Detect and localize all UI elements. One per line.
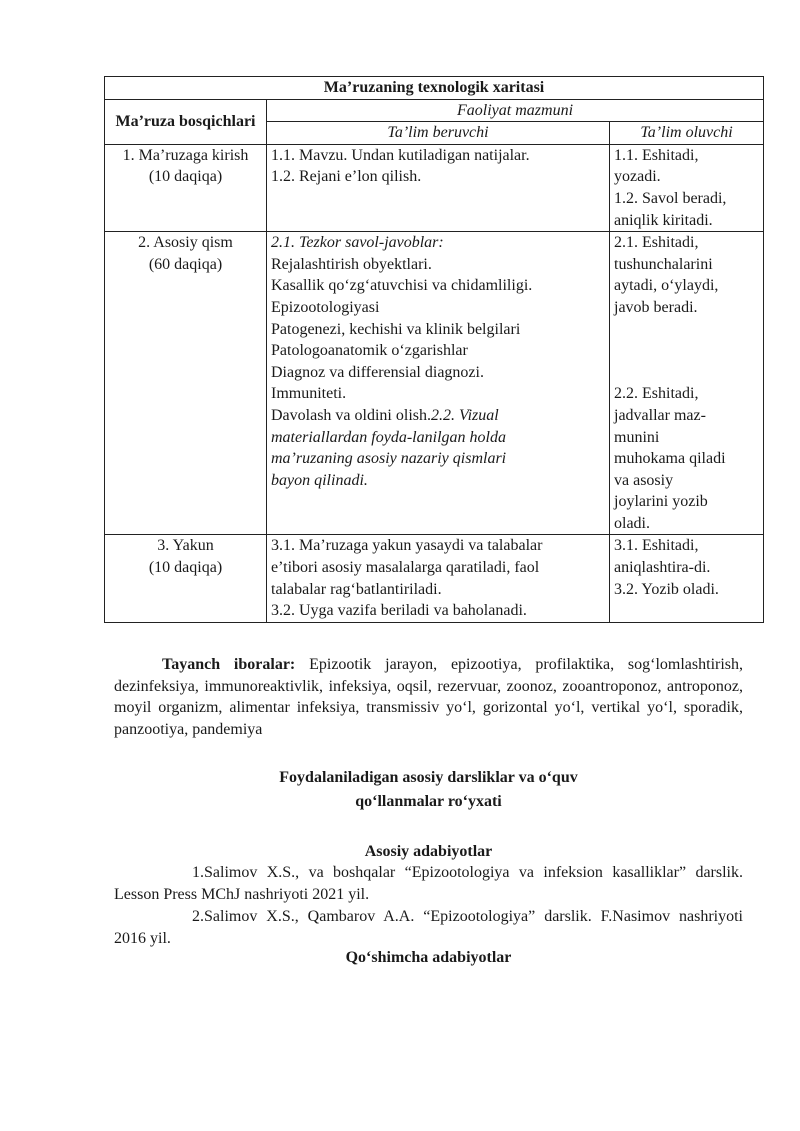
teacher-line: Patologoanatomik o‘zgarishlar <box>271 342 468 360</box>
student-line: jadvallar maz- <box>614 406 706 424</box>
student-spacer <box>614 319 759 384</box>
keywords-label: Tayanch iboralar: <box>162 656 296 673</box>
student-line: muhokama qiladi <box>614 450 726 468</box>
teacher-line: Immuniteti. <box>271 385 347 403</box>
stage-title: 2. Asosiy qism <box>138 234 233 252</box>
student-line: 2.1. Eshitadi, <box>614 234 699 252</box>
teacher-line: 3.1. Ma’ruzaga yakun yasaydi va talabalar <box>271 537 543 555</box>
table-title-row <box>105 77 764 100</box>
teacher-line: Epizootologiyasi <box>271 298 380 316</box>
table-row <box>105 535 764 622</box>
stage-cell <box>105 144 267 231</box>
teacher-cell <box>267 232 610 535</box>
teacher-line: Diagnoz va differensial diagnozi. <box>271 363 484 381</box>
reference-item <box>114 906 743 949</box>
activity-header: Faoliyat mazmuni <box>267 99 764 122</box>
student-line: 1.1. Eshitadi, <box>614 146 699 164</box>
student-line: 3.1. Eshitadi, <box>614 537 699 555</box>
student-line: aytadi, o‘ylaydi, <box>614 277 719 295</box>
main-literature-heading: Asosiy adabiyotlar <box>364 843 493 860</box>
teacher-line: 3.2. Uyga vazifa beriladi va baholanadi. <box>271 602 527 620</box>
student-line: yozadi. <box>614 168 661 186</box>
student-cell <box>610 535 764 622</box>
references-heading <box>114 766 743 814</box>
student-line: tushunchalarini <box>614 255 713 273</box>
technological-map-table <box>104 76 764 623</box>
student-line: munini <box>614 428 660 446</box>
student-line: aniqlik kiritadi. <box>614 211 713 229</box>
teacher-line-mixed <box>271 405 605 427</box>
teacher-line: Rejalashtirish obyektlari. <box>271 255 432 273</box>
student-line: 2.2. Eshitadi, <box>614 385 699 403</box>
stage-duration: (10 daqiqa) <box>148 168 223 186</box>
table-title: Ma’ruzaning texnologik xaritasi <box>105 77 764 100</box>
teacher-line-plain: Davolash va oldini olish. <box>271 406 431 424</box>
table-header-row <box>105 99 764 122</box>
student-cell <box>610 232 764 535</box>
teacher-line-italic: 2.2. Vizual <box>430 406 499 424</box>
extra-literature-heading: Qo‘shimcha adabiyotlar <box>345 949 512 966</box>
stage-cell <box>105 535 267 622</box>
student-line: va asosiy <box>614 471 674 489</box>
teacher-line: e’tibori asosiy masalalarga qaratiladi, faol <box>271 559 540 577</box>
student-header: Ta’lim oluvchi <box>610 122 764 145</box>
table-row <box>105 232 764 535</box>
student-line: oladi. <box>614 514 650 532</box>
teacher-line: 1.2. Rejani e’lon qilish. <box>271 168 422 186</box>
teacher-intro: 2.1. Tezkor savol-javoblar: <box>271 234 444 252</box>
student-line: aniqlashtira-di. <box>614 559 711 577</box>
reference-text: 2.Salimov X.S., Qambarov A.A. “Epizootologiya” darslik. F.Nasimov nashriyoti 2016 yil. <box>114 908 743 947</box>
student-line: 3.2. Yozib oladi. <box>614 580 719 598</box>
teacher-line-italic: materiallardan foyda-lanilgan holda <box>271 428 506 446</box>
student-line: javob beradi. <box>614 298 698 316</box>
stage-cell <box>105 232 267 535</box>
stage-duration: (10 daqiqa) <box>148 559 223 577</box>
teacher-line: Patogenezi, kechishi va klinik belgilari <box>271 320 521 338</box>
teacher-cell <box>267 144 610 231</box>
keywords-text: Epizootik jarayon, epizootiya, profilaktika, sog‘lomlashtirish, dezinfeksiya, immunoreaktivlik, infeksiya, oqsil, rezervuar, zoonoz, zooantroponoz, antroponoz, moyil organizm, alimentar infeksiya, transmissiv yo‘l, gorizontal yo‘l, vertikal yo‘l, sporadik, panzootiya, pandemiya <box>114 656 744 738</box>
reference-item <box>114 862 743 905</box>
references-heading-line: qo‘llanmalar ro‘yxati <box>355 793 502 810</box>
keywords-paragraph <box>114 654 743 740</box>
references-heading-line: Foydalaniladigan asosiy darsliklar va o‘quv <box>279 769 578 786</box>
stage-title: 3. Yakun <box>157 537 214 555</box>
stage-duration: (60 daqiqa) <box>148 255 223 273</box>
table-row <box>105 144 764 231</box>
teacher-line: talabalar rag‘batlantiriladi. <box>271 580 442 598</box>
teacher-line-italic: bayon qilinadi. <box>271 471 368 489</box>
teacher-header: Ta’lim beruvchi <box>267 122 610 145</box>
reference-text: 1.Salimov X.S., va boshqalar “Epizootologiya va infeksion kasalliklar” darslik. Lesson Press MChJ nashriyoti 2021 yil. <box>114 864 743 903</box>
teacher-line: 1.1. Mavzu. Undan kutiladigan natijalar. <box>271 146 530 164</box>
student-line: joylarini yozib <box>614 493 708 511</box>
stage-title: 1. Ma’ruzaga kirish <box>122 146 249 164</box>
teacher-line: Kasallik qo‘zg‘atuvchisi va chidamliligi. <box>271 277 533 295</box>
student-cell <box>610 144 764 231</box>
student-line: 1.2. Savol beradi, <box>614 189 727 207</box>
teacher-line-italic: ma’ruzaning asosiy nazariy qismlari <box>271 450 507 468</box>
teacher-cell <box>267 535 610 622</box>
stage-header: Ma’ruza bosqichlari <box>105 99 267 144</box>
